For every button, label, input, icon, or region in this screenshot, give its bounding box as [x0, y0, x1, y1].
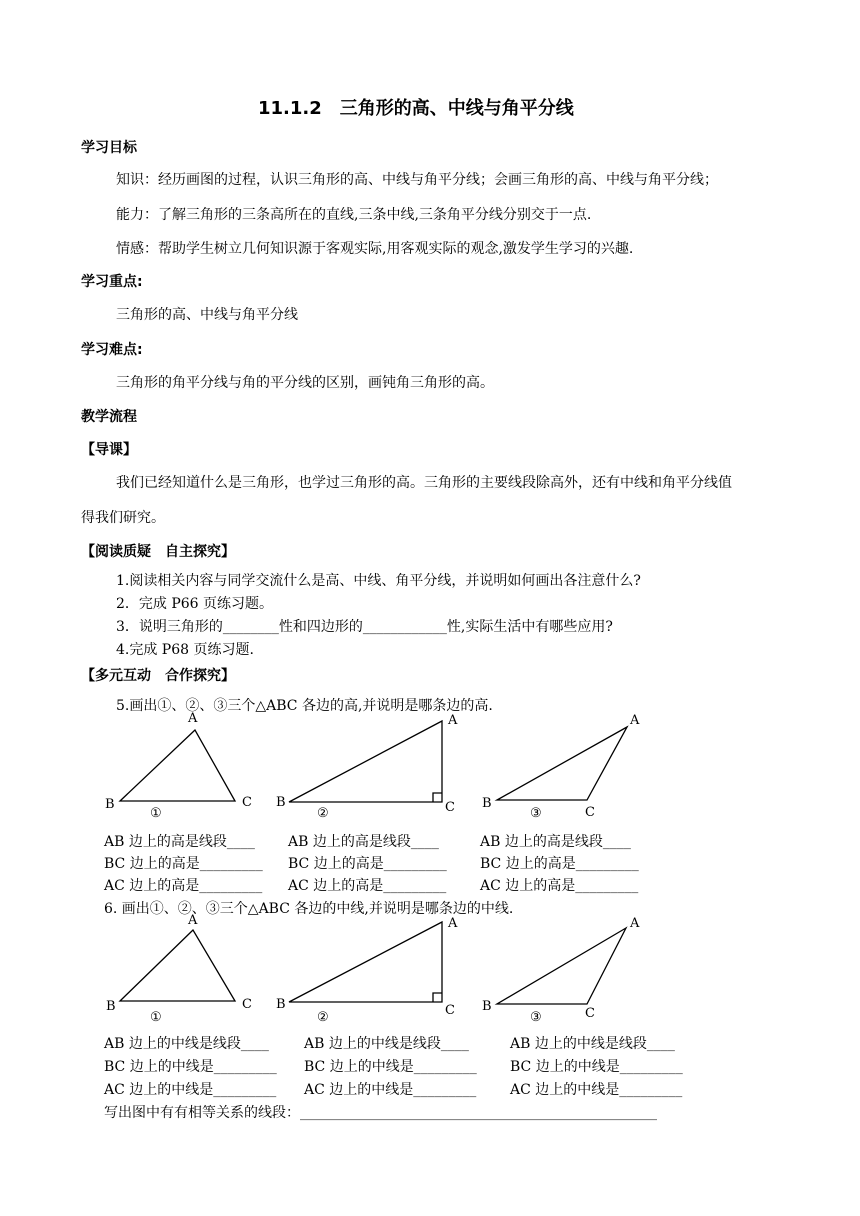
median-answer: AC 边上的中线是_________ — [104, 1082, 277, 1098]
height-answer: BC 边上的高是_________ — [104, 856, 263, 872]
height-answer: AB 边上的高是线段____ — [480, 834, 631, 850]
figure-number-3: ③ — [530, 1010, 542, 1025]
figure-number-2: ② — [317, 1010, 329, 1025]
figure-number-2: ② — [317, 806, 329, 821]
right-angle-mark-2 — [433, 793, 442, 802]
median-answer: AB 边上的中线是线段____ — [510, 1036, 675, 1052]
reading-heading: 【阅读质疑 自主探究】 — [81, 544, 235, 560]
median-answer: BC 边上的中线是_________ — [104, 1059, 277, 1075]
vertex-a-2: A — [448, 713, 458, 728]
intro-heading: 【导课】 — [81, 442, 137, 458]
median-answer: BC 边上的中线是_________ — [510, 1059, 683, 1075]
vertex-b-2: B — [276, 795, 286, 810]
median-answer: AB 边上的中线是线段____ — [104, 1036, 269, 1052]
question-5: 5.画出①、②、③三个△ABC 各边的高,并说明是哪条边的高. — [116, 698, 493, 714]
triangle-2 — [289, 721, 442, 802]
vertex-b-1: B — [105, 797, 115, 812]
vertex-c-3: C — [585, 805, 595, 820]
figure-number-1: ① — [150, 1010, 162, 1025]
question-3: 3．说明三角形的________性和四边形的____________性,实际生活中有哪些应用? — [116, 619, 613, 635]
heights-triangles-figure — [100, 708, 660, 826]
vertex-b-2: B — [276, 997, 286, 1012]
vertex-c-2: C — [445, 1003, 455, 1018]
difficulty-text: 三角形的角平分线与角的平分线的区别，画钝角三角形的高。 — [116, 375, 494, 391]
medians-triangles-figure — [100, 912, 660, 1022]
triangle-1 — [120, 730, 235, 801]
objectives-heading: 学习目标 — [81, 140, 137, 156]
triangle-2 — [289, 922, 442, 1002]
triangle-3 — [497, 727, 627, 800]
intro-line-1: 我们已经知道什么是三角形，也学过三角形的高。三角形的主要线段除高外，还有中线和角平分线值 — [116, 475, 732, 491]
intro-line-2: 得我们研究。 — [81, 510, 165, 526]
figure-number-3: ③ — [530, 806, 542, 821]
height-answer: AC 边上的高是_________ — [104, 878, 263, 894]
vertex-c-1: C — [242, 795, 252, 810]
height-answer: AC 边上的高是_________ — [288, 878, 447, 894]
vertex-c-3: C — [585, 1006, 595, 1021]
key-text: 三角形的高、中线与角平分线 — [116, 307, 298, 323]
height-answer: AB 边上的高是线段____ — [104, 834, 255, 850]
objective-ability: 能力：了解三角形的三条高所在的直线,三条中线,三条角平分线分别交于一点. — [116, 207, 592, 223]
vertex-b-1: B — [106, 999, 116, 1014]
vertex-b-3: B — [482, 999, 492, 1014]
vertex-c-2: C — [445, 800, 455, 815]
median-answer: AC 边上的中线是_________ — [304, 1082, 477, 1098]
figure-number-1: ① — [150, 806, 162, 821]
vertex-a-3: A — [630, 713, 640, 728]
difficulty-heading: 学习难点: — [81, 342, 143, 358]
vertex-a-3: A — [630, 916, 640, 931]
objective-emotion: 情感：帮助学生树立几何知识源于客观实际,用客观实际的观念,激发学生学习的兴趣. — [116, 241, 634, 257]
median-answer: AB 边上的中线是线段____ — [304, 1036, 469, 1052]
height-answer: AB 边上的高是线段____ — [288, 834, 439, 850]
page-title: 11.1.2 三角形的高、中线与角平分线 — [258, 98, 574, 119]
vertex-a-1: A — [188, 913, 198, 928]
interact-heading: 【多元互动 合作探究】 — [81, 668, 235, 684]
triangle-1 — [120, 930, 235, 1001]
right-angle-mark-2 — [433, 993, 442, 1002]
vertex-b-3: B — [482, 796, 492, 811]
median-answer: AC 边上的中线是_________ — [510, 1082, 683, 1098]
vertex-c-1: C — [242, 997, 252, 1012]
final-line: 写出图中有有相等关系的线段：___________________________________________________ — [104, 1105, 657, 1121]
vertex-a-1: A — [188, 711, 198, 726]
question-2: 2．完成 P66 页练习题。 — [116, 596, 274, 612]
flow-heading: 教学流程 — [81, 409, 137, 425]
vertex-a-2: A — [448, 916, 458, 931]
height-answer: BC 边上的高是_________ — [480, 856, 639, 872]
height-answer: AC 边上的高是_________ — [480, 878, 639, 894]
question-6: 6. 画出①、②、③三个△ABC 各边的中线,并说明是哪条边的中线. — [104, 901, 514, 917]
triangle-3 — [497, 928, 626, 1004]
key-heading: 学习重点: — [81, 274, 143, 290]
question-4: 4.完成 P68 页练习题. — [116, 642, 254, 658]
question-1: 1.阅读相关内容与同学交流什么是高、中线、角平分线，并说明如何画出各注意什么? — [116, 573, 641, 589]
objective-knowledge: 知识：经历画图的过程，认识三角形的高、中线与角平分线；会画三角形的高、中线与角平分线； — [116, 172, 718, 188]
median-answer: BC 边上的中线是_________ — [304, 1059, 477, 1075]
height-answer: BC 边上的高是_________ — [288, 856, 447, 872]
